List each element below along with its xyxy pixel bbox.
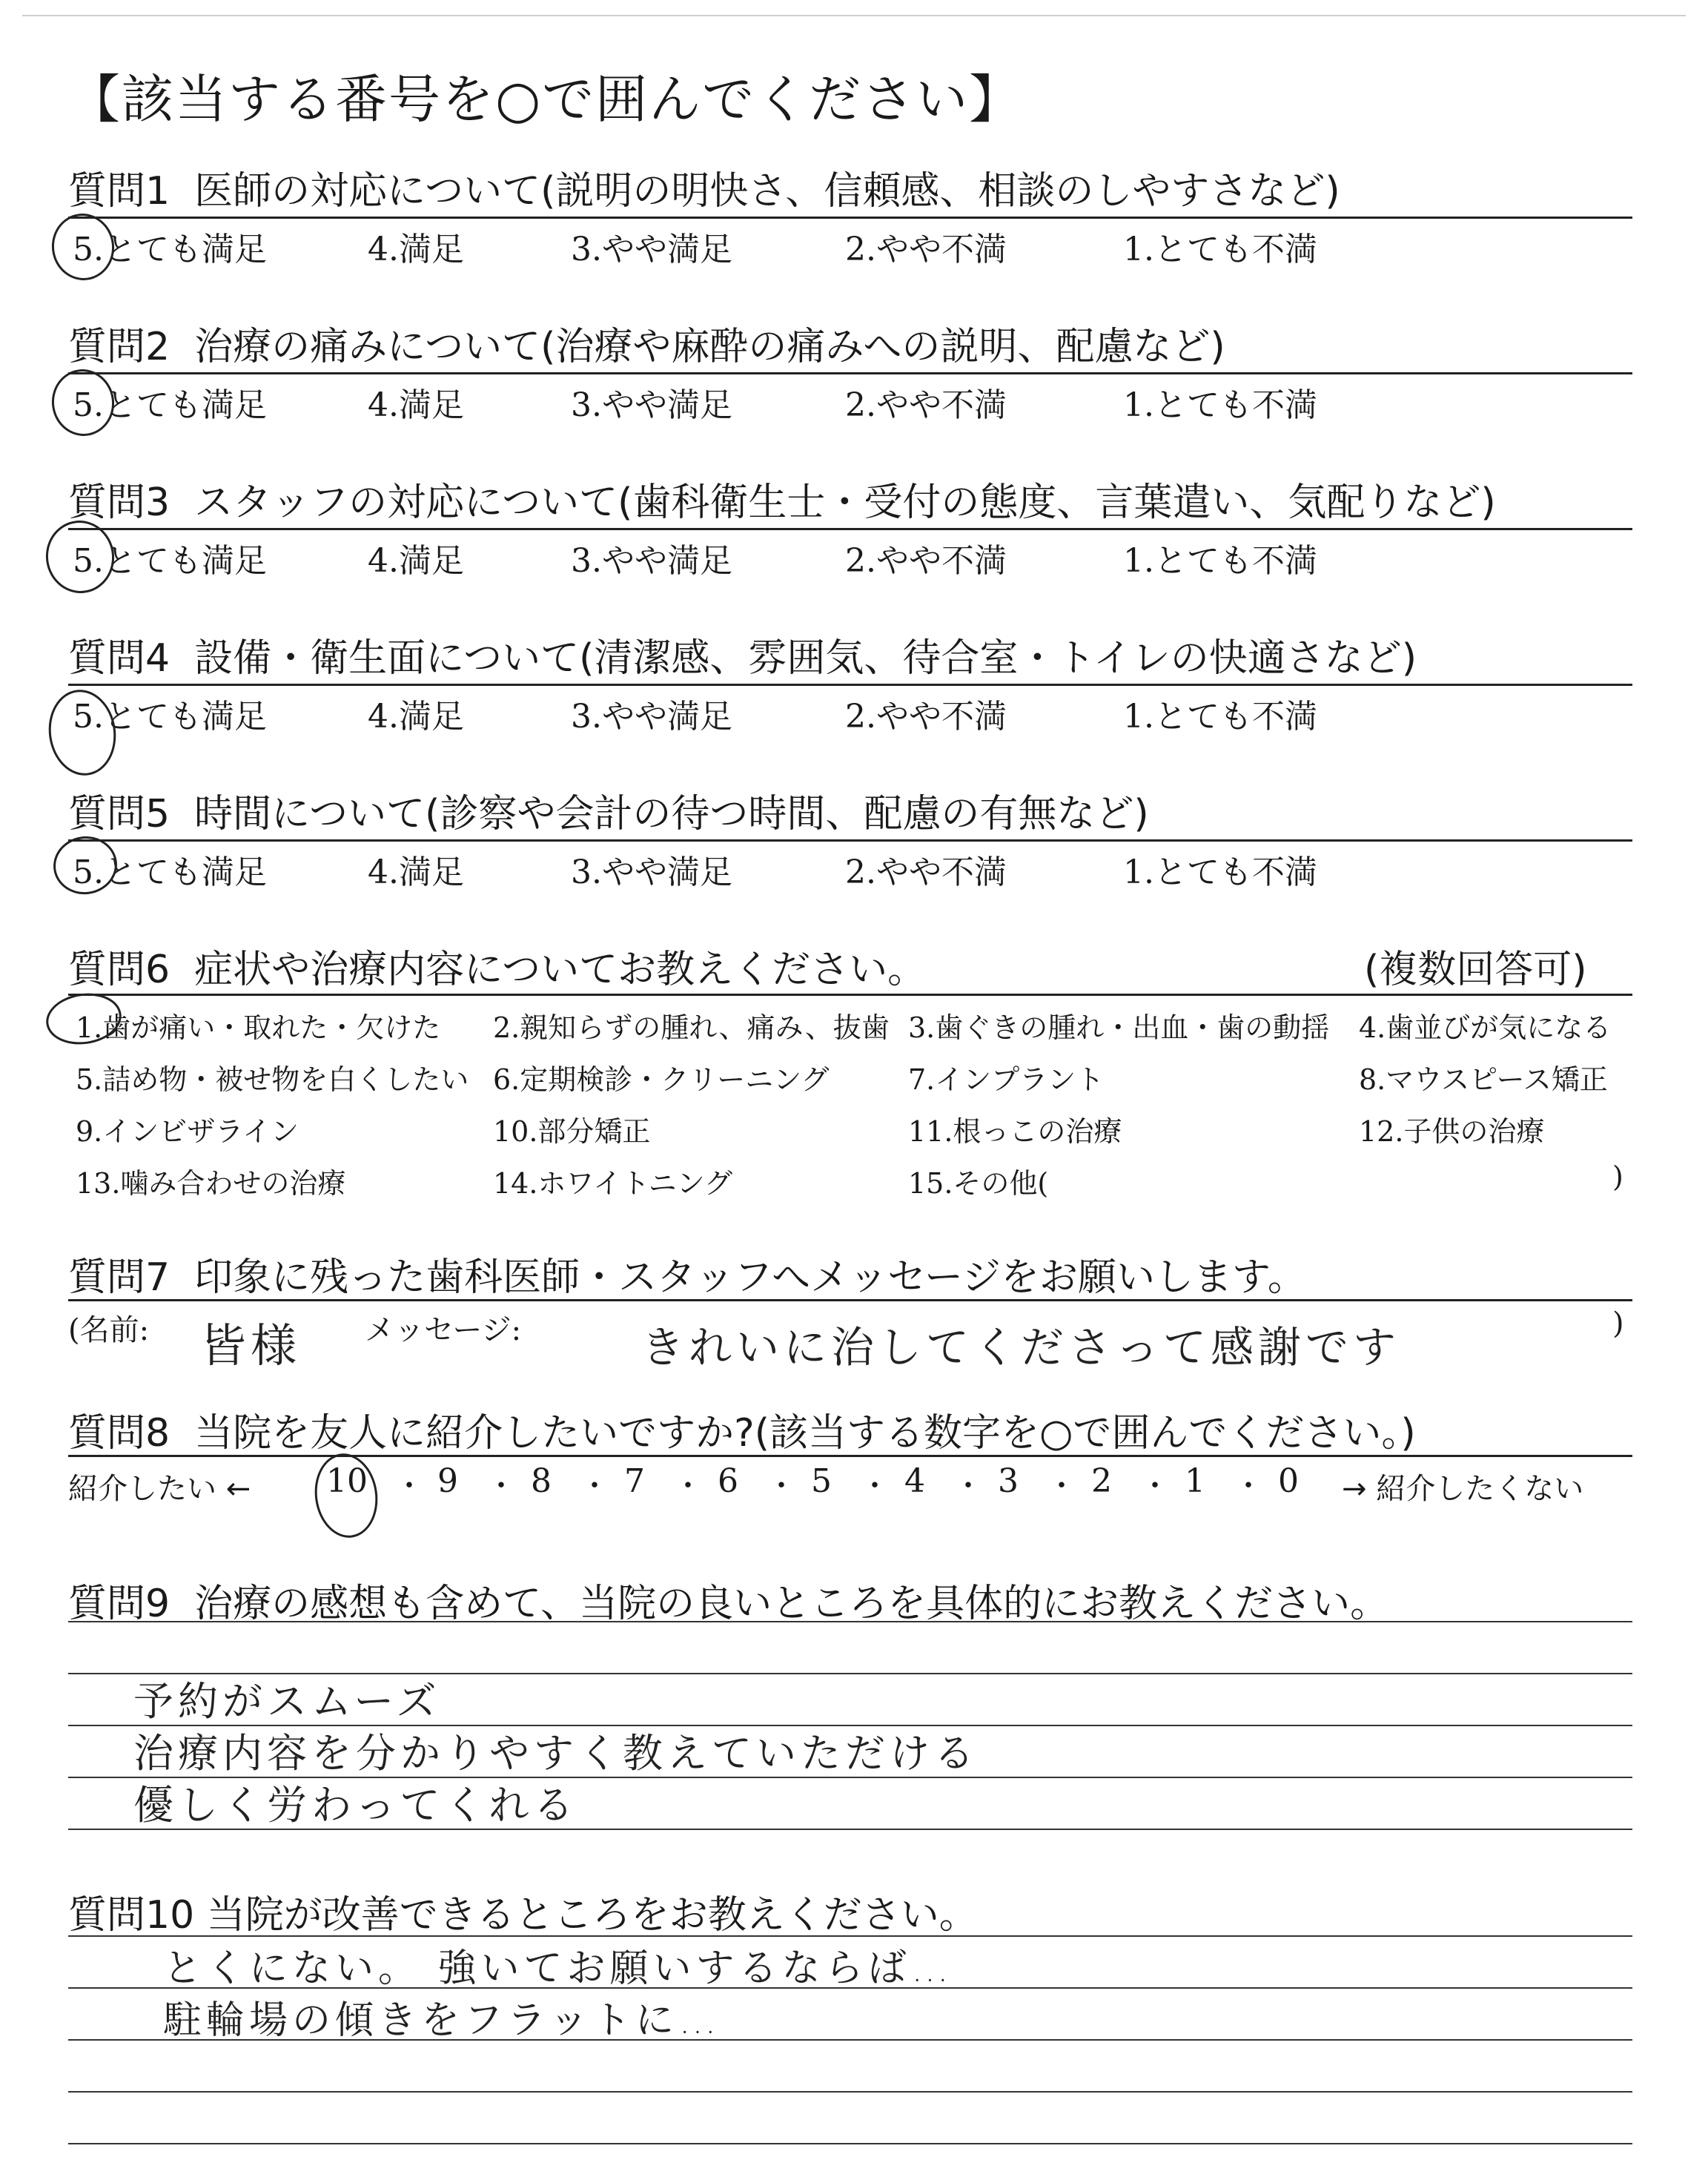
q2-option-3[interactable]: 3.やや満足 — [571, 386, 732, 424]
q6-item-10[interactable]: 10.部分矯正 — [493, 1115, 651, 1148]
q6-item-3[interactable]: 3.歯ぐきの腫れ・出血・歯の動揺 — [908, 1011, 1330, 1044]
q7-name-label: (名前: — [68, 1313, 150, 1347]
q1-rule — [68, 217, 1632, 219]
q7-name-value[interactable]: 皆様 — [200, 1318, 302, 1373]
q7-close-paren: ) — [1612, 1307, 1624, 1341]
q6-item-13[interactable]: 13.噛み合わせの治療 — [76, 1167, 346, 1200]
q6-item-4[interactable]: 4.歯並びが気になる — [1359, 1011, 1612, 1044]
q5-option-4[interactable]: 4.満足 — [368, 853, 464, 891]
q5-option-2[interactable]: 2.やや不満 — [845, 853, 1007, 891]
q4-rule — [68, 684, 1632, 686]
q6-multiple-answers-note: (複数回答可) — [1364, 948, 1587, 992]
q3-option-5[interactable]: 5.とても満足 — [73, 542, 267, 580]
q9-line-1 — [68, 1621, 1632, 1622]
q9-answer-line-1[interactable]: 予約がスムーズ — [133, 1678, 441, 1725]
q4-option-2[interactable]: 2.やや不満 — [845, 698, 1007, 736]
q10-line-4 — [68, 2091, 1632, 2093]
q7-rule — [68, 1299, 1632, 1301]
q2-selection-circle — [47, 366, 119, 440]
q10-line-5 — [68, 2143, 1632, 2144]
q8-score-0[interactable]: 0 — [1278, 1462, 1299, 1500]
q6-item-15[interactable]: 15.その他( — [908, 1167, 1049, 1200]
q3-option-2[interactable]: 2.やや不満 — [845, 542, 1007, 580]
q8-score-4[interactable]: 4 — [904, 1462, 925, 1500]
q8-score-9[interactable]: 9 — [437, 1462, 458, 1500]
q4-option-4[interactable]: 4.満足 — [368, 698, 464, 736]
q1-title: 質問1 医師の対応について(説明の明快さ、信頼感、相談のしやすさなど) — [68, 169, 1340, 214]
q4-option-3[interactable]: 3.やや満足 — [571, 698, 732, 736]
q3-option-1[interactable]: 1.とても不満 — [1123, 542, 1317, 580]
q6-item-11[interactable]: 11.根っこの治療 — [908, 1115, 1122, 1148]
q5-title: 質問5 時間について(診察や会計の待つ時間、配慮の有無など) — [68, 792, 1149, 836]
q5-option-1[interactable]: 1.とても不満 — [1123, 853, 1317, 891]
q3-option-4[interactable]: 4.満足 — [368, 542, 464, 580]
q3-rule — [68, 528, 1632, 530]
q2-rule — [68, 372, 1632, 374]
q1-option-2[interactable]: 2.やや不満 — [845, 231, 1007, 268]
q5-option-3[interactable]: 3.やや満足 — [571, 853, 732, 891]
q8-score-1[interactable]: 1 — [1185, 1462, 1205, 1500]
q8-separator: ・ — [953, 1469, 983, 1503]
q8-score-6[interactable]: 6 — [718, 1462, 738, 1500]
q4-title: 質問4 設備・衛生面について(清潔感、雰囲気、待合室・トイレの快適さなど) — [68, 636, 1417, 681]
q6-item-1[interactable]: 1.歯が痛い・取れた・欠けた — [76, 1011, 441, 1044]
q2-option-2[interactable]: 2.やや不満 — [845, 386, 1007, 424]
q2-title: 質問2 治療の痛みについて(治療や麻酔の痛みへの説明、配慮など) — [68, 325, 1225, 369]
q10-answer-line-2[interactable]: 駐輪場の傾きをフラットに… — [163, 1998, 721, 2043]
q6-item-12[interactable]: 12.子供の治療 — [1359, 1115, 1545, 1148]
q8-left-label: 紹介したい ← — [68, 1472, 251, 1506]
q8-separator: ・ — [1234, 1469, 1263, 1503]
q9-title: 質問9 治療の感想も含めて、当院の良いところを具体的にお教えください。 — [68, 1582, 1389, 1626]
q2-option-4[interactable]: 4.満足 — [368, 386, 464, 424]
q7-message-value[interactable]: きれいに治してくださって感謝です — [641, 1322, 1401, 1373]
form-header: 【該当する番号を○で囲んでください】 — [68, 69, 1023, 130]
q1-option-4[interactable]: 4.満足 — [368, 231, 464, 268]
q8-title: 質問8 当院を友人に紹介したいですか?(該当する数字を○で囲んでください。) — [68, 1411, 1416, 1456]
q2-option-1[interactable]: 1.とても不満 — [1123, 386, 1317, 424]
q8-separator: ・ — [1140, 1469, 1170, 1503]
q8-separator: ・ — [767, 1469, 796, 1503]
q8-score-10[interactable]: 10 — [326, 1462, 368, 1500]
q8-score-2[interactable]: 2 — [1091, 1462, 1112, 1500]
q7-message-label: メッセージ: — [365, 1313, 522, 1347]
top-border — [22, 15, 1686, 16]
q3-title: 質問3 スタッフの対応について(歯科衛生士・受付の態度、言葉遣い、気配りなど) — [68, 480, 1496, 525]
q6-item-14[interactable]: 14.ホワイトニング — [493, 1167, 733, 1200]
q8-score-5[interactable]: 5 — [811, 1462, 832, 1500]
q6-item-8[interactable]: 8.マウスピース矯正 — [1359, 1063, 1608, 1096]
q6-item-15-close: ) — [1612, 1160, 1623, 1193]
q6-title: 質問6 症状や治療内容についてお教えください。 — [68, 948, 927, 992]
q6-item-6[interactable]: 6.定期検診・クリーニング — [493, 1063, 830, 1096]
q6-item-2[interactable]: 2.親知らずの腫れ、痛み、抜歯 — [493, 1011, 890, 1044]
q5-rule — [68, 839, 1632, 842]
q8-selection-circle — [309, 1450, 383, 1542]
q6-item-9[interactable]: 9.インビザライン — [76, 1115, 299, 1148]
q9-answer-line-2[interactable]: 治療内容を分かりやすく教えていただける — [133, 1730, 979, 1777]
q8-separator: ・ — [486, 1469, 516, 1503]
q5-option-5[interactable]: 5.とても満足 — [73, 853, 267, 891]
q6-rule — [68, 994, 1632, 996]
q6-item-7[interactable]: 7.インプラント — [908, 1063, 1105, 1096]
q2-option-5[interactable]: 5.とても満足 — [73, 386, 267, 424]
q4-option-5[interactable]: 5.とても満足 — [73, 698, 267, 736]
q6-item-5[interactable]: 5.詰め物・被せ物を白くしたい — [76, 1063, 469, 1096]
q8-separator: ・ — [394, 1469, 424, 1503]
q7-title: 質問7 印象に残った歯科医師・スタッフへメッセージをお願いします。 — [68, 1255, 1306, 1300]
q8-rule — [68, 1455, 1632, 1457]
q8-score-8[interactable]: 8 — [531, 1462, 552, 1500]
q9-answer-line-3[interactable]: 優しく労わってくれる — [133, 1782, 578, 1829]
q8-score-7[interactable]: 7 — [624, 1462, 645, 1500]
q1-selection-circle — [47, 210, 119, 285]
q4-option-1[interactable]: 1.とても不満 — [1123, 698, 1317, 736]
q1-option-3[interactable]: 3.やや満足 — [571, 231, 732, 268]
q8-separator: ・ — [580, 1469, 609, 1503]
q1-option-5[interactable]: 5.とても満足 — [73, 231, 267, 268]
q1-option-1[interactable]: 1.とても不満 — [1123, 231, 1317, 268]
q8-right-label: → 紹介したくない — [1342, 1472, 1584, 1506]
q8-separator: ・ — [1047, 1469, 1076, 1503]
q8-score-3[interactable]: 3 — [998, 1462, 1019, 1500]
q8-separator: ・ — [860, 1469, 890, 1503]
q3-option-3[interactable]: 3.やや満足 — [571, 542, 732, 580]
q10-title: 質問10 当院が改善できるところをお教えください。 — [68, 1893, 978, 1938]
q10-answer-line-1[interactable]: とくにない。 強いてお願いするならば… — [163, 1946, 954, 1991]
q8-separator: ・ — [673, 1469, 703, 1503]
